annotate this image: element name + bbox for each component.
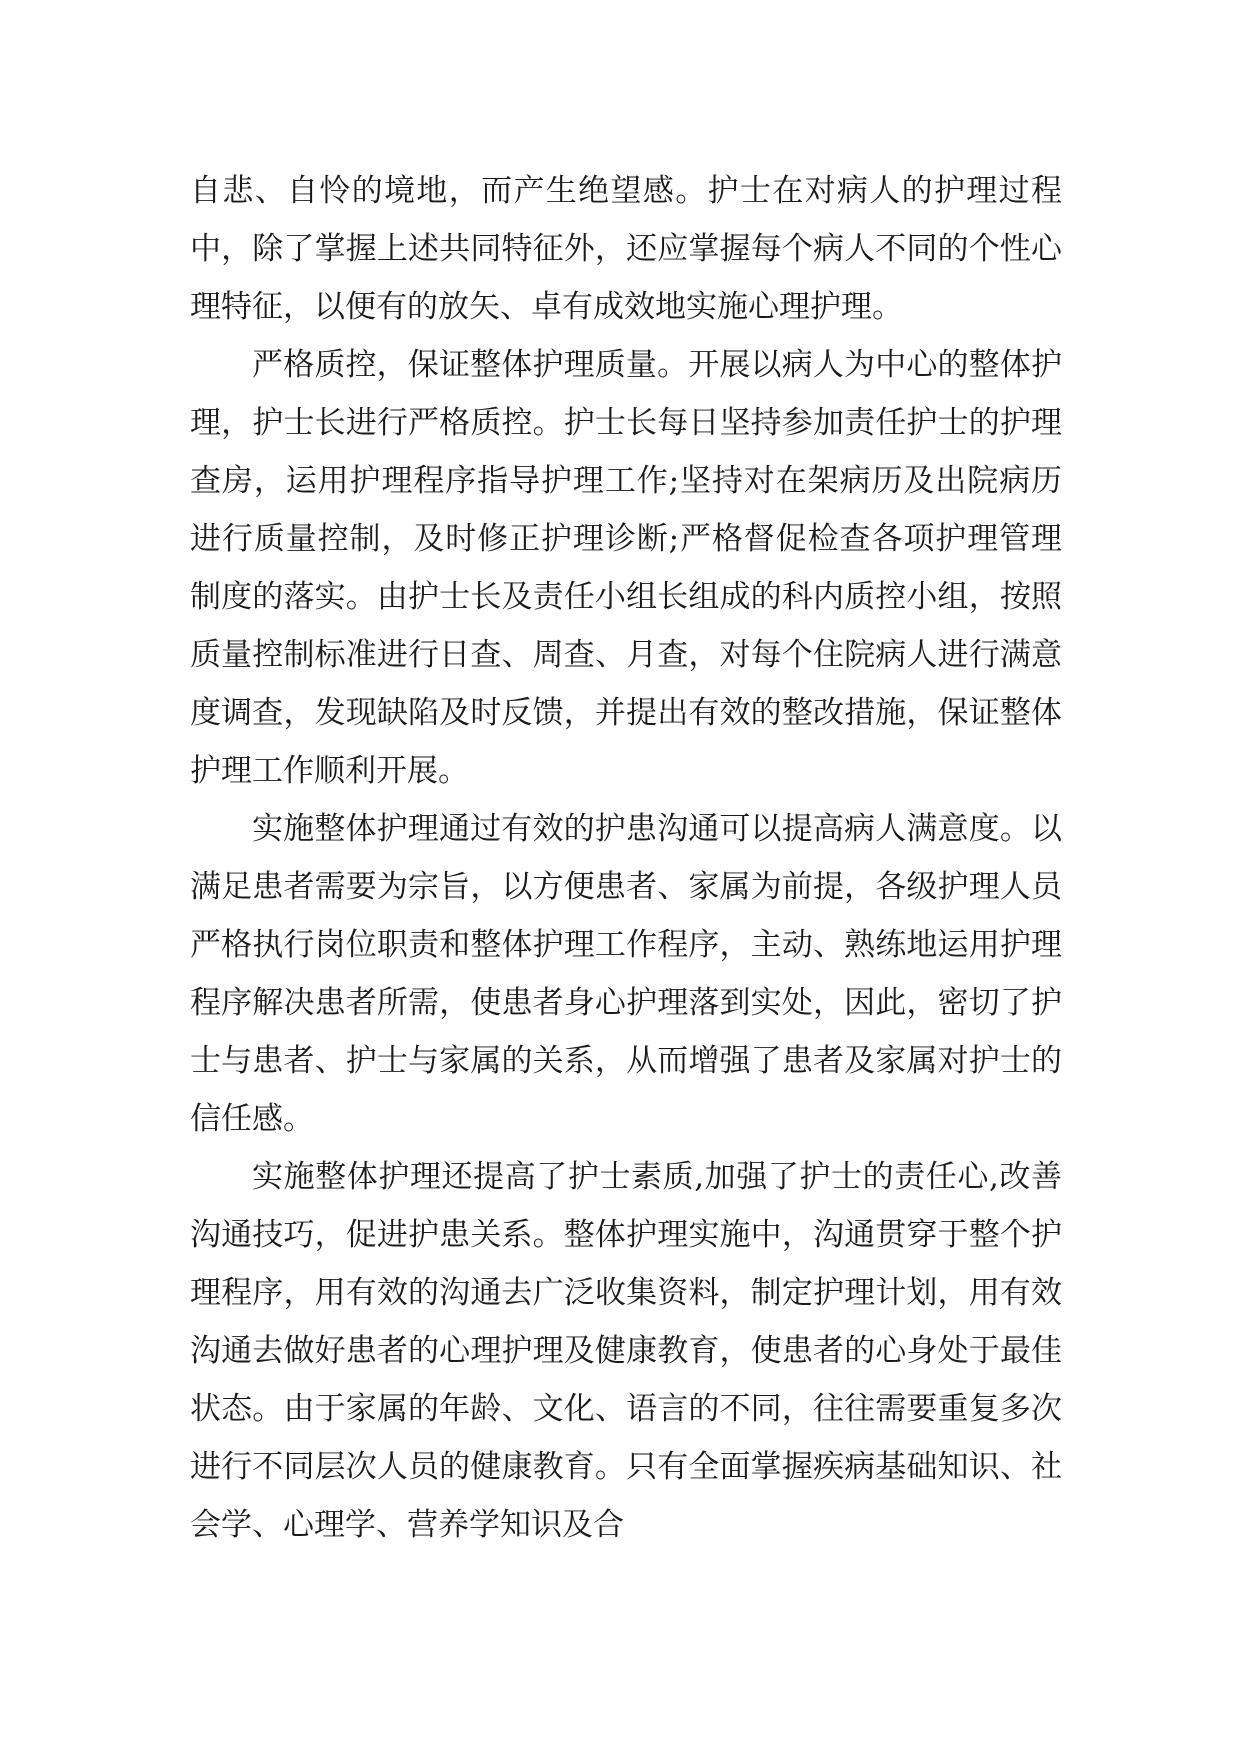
- document-body: [190, 162, 1062, 1554]
- paragraph-3: 实施整体护理通过有效的护患沟通可以提高病人满意度。以满足患者需要为宗旨，以方便患者、家属为前提，各级护理人员严格执行岗位职责和整体护理工作程序，主动、熟练地运用护理程序解决患者所需，使患者身心护理落到实处，因此，密切了护士与患者、护士与家属的关系，从而增强了患者及家属对护士的信任感。: [190, 811, 1062, 1137]
- paragraph-2: 严格质控，保证整体护理质量。开展以病人为中心的整体护理，护士长进行严格质控。护士长每日坚持参加责任护士的护理查房，运用护理程序指导护理工作;坚持对在架病历及出院病历进行质量控制，及时修正护理诊断;严格督促检查各项护理管理制度的落实。由护士长及责任小组长组成的科内质控小组，按照质量控制标准进行日查、周查、月查，对每个住院病人进行满意度调查，发现缺陷及时反馈，并提出有效的整改措施，保证整体护理工作顺利开展。: [190, 347, 1062, 789]
- paragraph-4: 实施整体护理还提高了护士素质,加强了护士的责任心,改善沟通技巧，促进护患关系。整体护理实施中，沟通贯穿于整个护理程序，用有效的沟通去广泛收集资料，制定护理计划，用有效沟通去做好患者的心理护理及健康教育，使患者的心身处于最佳状态。由于家属的年龄、文化、语言的不同，往往需要重复多次进行不同层次人员的健康教育。只有全面掌握疾病基础知识、社会学、心理学、营养学知识及合: [190, 1159, 1062, 1543]
- paragraph-1: 自悲、自怜的境地，而产生绝望感。护士在对病人的护理过程中，除了掌握上述共同特征外，还应掌握每个病人不同的个性心理特征，以便有的放矢、卓有成效地实施心理护理。: [190, 173, 1062, 325]
